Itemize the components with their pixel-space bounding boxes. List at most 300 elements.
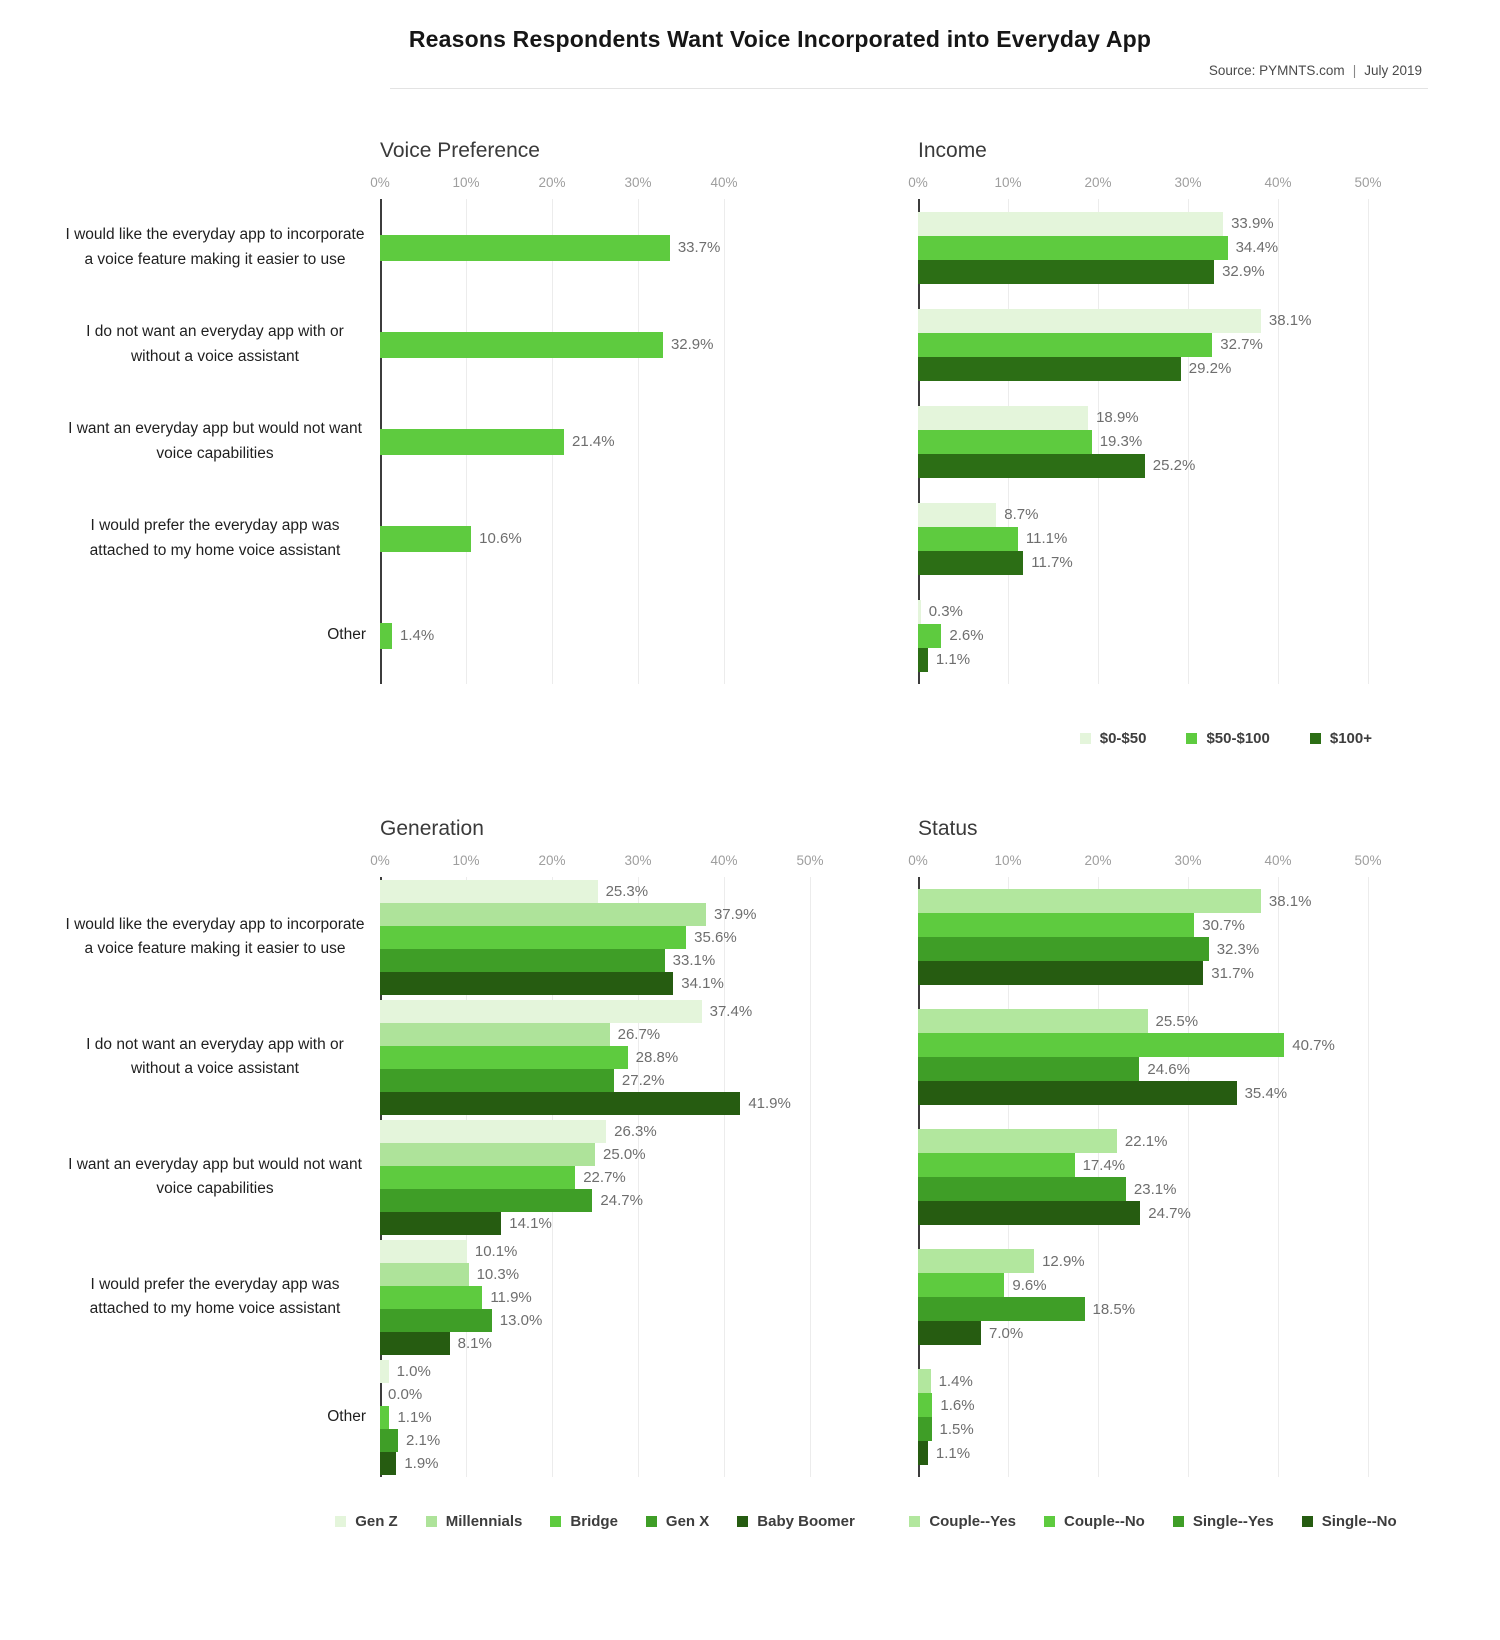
bar-row (918, 1057, 1368, 1081)
bar-row (918, 527, 1368, 551)
bar-group (380, 490, 810, 587)
bar (380, 949, 665, 972)
bar-value-label: 0.0% (388, 1385, 423, 1403)
bar-row (380, 1406, 810, 1429)
tick-label: 0% (908, 853, 928, 868)
legend-item (550, 1513, 618, 1530)
axis-ticks (908, 175, 1382, 199)
category-label: I would prefer the everyday app was attached to my home voice assistant (89, 517, 341, 559)
status-cell (908, 817, 1388, 1477)
bar-row (918, 1081, 1368, 1105)
bar (380, 1406, 389, 1429)
bar-row (380, 429, 810, 455)
bar-value-label: 38.1% (1268, 312, 1312, 329)
bar-row (380, 1360, 810, 1383)
bar-row (918, 309, 1368, 333)
bar (380, 926, 686, 949)
bar-value-label: 2.6% (949, 627, 984, 644)
bar-row (918, 260, 1368, 284)
bar-row (380, 972, 810, 995)
legend-label: Gen Z (355, 1513, 398, 1530)
category-label: I want an everyday app but would not want voice capabilities (68, 1155, 362, 1197)
bar-value-label: 32.7% (1220, 336, 1263, 353)
bar (380, 1263, 469, 1286)
category-labels-column (60, 817, 380, 1477)
chart-title: Status (918, 817, 978, 840)
bar (380, 623, 392, 649)
bar (918, 454, 1145, 478)
bar (918, 1129, 1117, 1153)
bar (380, 1046, 628, 1069)
bar-value-label: 11.1% (1025, 530, 1068, 547)
column-spacer (810, 817, 918, 1477)
legend-label: Millennials (445, 1513, 523, 1530)
bar-group (380, 199, 810, 296)
income-cell (908, 139, 1388, 684)
bar-value-label: 8.7% (1004, 506, 1039, 523)
plot-column (370, 817, 824, 1477)
bar (918, 1057, 1139, 1081)
source-note (60, 63, 1500, 78)
bar-group (918, 1237, 1368, 1357)
tick-label: 0% (370, 175, 390, 190)
bar-row (380, 903, 810, 926)
legend-item (1173, 1513, 1274, 1530)
gridline (1368, 877, 1369, 1477)
plot-column (908, 817, 1382, 1477)
bar-group (380, 1237, 810, 1357)
bar-row (918, 212, 1368, 236)
labels-spacer (60, 139, 366, 199)
bar-value-label: 11.9% (490, 1288, 532, 1306)
bar-value-label: 19.3% (1099, 433, 1143, 450)
bar (380, 1429, 398, 1452)
category-label-row (60, 1237, 366, 1357)
bar-row (918, 503, 1368, 527)
chart-title: Generation (380, 817, 484, 840)
top-charts-row (60, 139, 1500, 684)
bar-value-label: 18.5% (1092, 1300, 1136, 1318)
bar-row (380, 1092, 810, 1115)
tick-label: 50% (1354, 175, 1382, 190)
bar-row (918, 1441, 1368, 1465)
plot-area (918, 199, 1368, 684)
bar (918, 357, 1181, 381)
bar-value-label: 26.7% (617, 1025, 661, 1043)
category-label: Other (327, 626, 366, 644)
bar (918, 889, 1261, 913)
tick-label: 10% (994, 175, 1022, 190)
bar-value-label: 1.1% (935, 1444, 971, 1462)
category-label: I would like the everyday app to incorporate a voice feature making it easier to use (65, 915, 365, 957)
bar-row (918, 1201, 1368, 1225)
bar-row (918, 1393, 1368, 1417)
bar (380, 1092, 740, 1115)
legend-swatch (1186, 733, 1197, 744)
bar-row (380, 1189, 810, 1212)
category-label-row (60, 393, 366, 490)
bar (380, 526, 471, 552)
bottom-legends-row (60, 1513, 1500, 1530)
gridline (810, 877, 811, 1477)
bar-group (918, 877, 1368, 997)
bar (918, 309, 1261, 333)
tick-label: 10% (452, 175, 480, 190)
bar-row (918, 624, 1368, 648)
bar-group (918, 1357, 1368, 1477)
tick-label: 10% (994, 853, 1022, 868)
category-label-row (60, 490, 366, 587)
bar (380, 1240, 467, 1263)
bar-value-label: 37.4% (709, 1002, 753, 1020)
legend-swatch (1302, 1516, 1313, 1527)
tick-label: 20% (538, 853, 566, 868)
bar-value-label: 33.7% (677, 239, 721, 256)
bar-group (380, 1357, 810, 1477)
tick-label: 20% (1084, 175, 1112, 190)
legend-item (737, 1513, 855, 1530)
bar-row (918, 913, 1368, 937)
chart-status (908, 817, 1388, 1477)
bar-row (918, 454, 1368, 478)
bar (380, 235, 670, 261)
bar-row (918, 1369, 1368, 1393)
bar-row (918, 889, 1368, 913)
bar (380, 1452, 396, 1475)
bar (918, 527, 1018, 551)
bar-row (918, 1417, 1368, 1441)
bar-value-label: 17.4% (1082, 1156, 1126, 1174)
tick-label: 10% (452, 853, 480, 868)
income-legend-row (60, 730, 1500, 747)
bar-value-label: 13.0% (499, 1311, 543, 1329)
bar (918, 1177, 1126, 1201)
bar-row (380, 235, 810, 261)
legend-label: Bridge (570, 1513, 618, 1530)
bar (918, 551, 1023, 575)
bar-row (380, 1120, 810, 1143)
bar-value-label: 32.9% (670, 336, 714, 353)
bar-value-label: 40.7% (1292, 1036, 1335, 1054)
bar-group (380, 296, 810, 393)
bar-value-label: 22.1% (1124, 1132, 1168, 1150)
legend-label: Gen X (665, 1513, 710, 1530)
bar-value-label: 11.7% (1031, 554, 1073, 571)
chart-title: Income (918, 139, 987, 162)
bar (918, 260, 1214, 284)
bar-row (918, 406, 1368, 430)
bar-value-label: 38.1% (1268, 892, 1312, 910)
legend-label: Couple--No (1064, 1513, 1145, 1530)
bar (918, 937, 1209, 961)
bar-row (380, 1212, 810, 1235)
bar-row (918, 600, 1368, 624)
bar-row (380, 1000, 810, 1023)
bar-row (380, 1309, 810, 1332)
legend-swatch (1310, 733, 1321, 744)
bar-row (380, 1069, 810, 1092)
bar-value-label: 33.9% (1231, 215, 1274, 232)
bar (380, 1000, 702, 1023)
legend-label: Single--No (1321, 1513, 1397, 1530)
bar-value-label: 32.3% (1216, 940, 1260, 958)
bar-group (918, 296, 1368, 393)
bar (918, 333, 1212, 357)
tick-label: 50% (796, 853, 824, 868)
bar-value-label: 0.3% (928, 603, 963, 620)
bar-value-label: 24.7% (1148, 1204, 1191, 1222)
legend-swatch (1044, 1516, 1055, 1527)
bar (918, 1153, 1075, 1177)
bar (918, 1081, 1237, 1105)
category-label: I do not want an everyday app with or without a voice assistant (86, 1035, 344, 1077)
bar-value-label: 1.6% (940, 1396, 975, 1414)
bar-row (918, 1009, 1368, 1033)
legend-status (909, 1513, 1396, 1530)
bar-value-label: 29.2% (1188, 360, 1232, 377)
bar (380, 1143, 595, 1166)
bar-row (918, 1297, 1368, 1321)
tick-label: 50% (1354, 853, 1382, 868)
bar-group (918, 393, 1368, 490)
bar-value-label: 28.8% (635, 1048, 679, 1066)
labels-spacer (60, 817, 366, 877)
bar-row (380, 1240, 810, 1263)
bar-value-label: 1.1% (935, 651, 971, 668)
bar (380, 972, 673, 995)
bar-value-label: 25.0% (603, 1145, 646, 1163)
bar (380, 1309, 492, 1332)
status-legend-cell (918, 1513, 1397, 1530)
legend-income (1080, 730, 1372, 747)
bar-group (918, 587, 1368, 684)
category-label-row (60, 199, 366, 296)
chart-generation (60, 817, 824, 1477)
bar-row (380, 880, 810, 903)
category-label-row (60, 1357, 366, 1477)
bar (918, 961, 1203, 985)
legend-label: Couple--Yes (929, 1513, 1016, 1530)
legend-swatch (1080, 733, 1091, 744)
bar-group (918, 490, 1368, 587)
legend-item (1302, 1513, 1397, 1530)
chart-voice-preference (60, 139, 810, 684)
plot-column (370, 139, 810, 684)
category-label-row (60, 296, 366, 393)
category-label-row (60, 1117, 366, 1237)
bar-row (380, 1452, 810, 1475)
bar (918, 1249, 1034, 1273)
chart-title: Voice Preference (380, 139, 540, 162)
bar-value-label: 14.1% (509, 1214, 552, 1232)
axis-ticks (370, 853, 824, 877)
bar-row (380, 926, 810, 949)
category-label-row (60, 587, 366, 684)
bar-row (918, 648, 1368, 672)
generation-cell (60, 817, 824, 1477)
category-label: I would prefer the everyday app was attached to my home voice assistant (89, 1275, 341, 1317)
bar-value-label: 23.1% (1133, 1180, 1177, 1198)
legend-swatch (1173, 1516, 1184, 1527)
legend-label: $0-$50 (1099, 730, 1147, 747)
legend-generation (335, 1513, 855, 1530)
bar-row (380, 623, 810, 649)
bar-value-label: 9.6% (1012, 1276, 1047, 1294)
bar-row (380, 1046, 810, 1069)
bar-value-label: 26.3% (614, 1122, 657, 1140)
bar-row (918, 236, 1368, 260)
category-label: I do not want an everyday app with or without a voice assistant (86, 323, 344, 365)
bar-value-label: 30.7% (1202, 916, 1245, 934)
bar-row (380, 1143, 810, 1166)
bar (918, 1417, 932, 1441)
bar (380, 1189, 592, 1212)
bar-row (918, 1153, 1368, 1177)
tick-label: 30% (1174, 175, 1202, 190)
tick-label: 30% (624, 853, 652, 868)
bar-value-label: 41.9% (748, 1094, 791, 1112)
bar-value-label: 37.9% (713, 905, 757, 923)
tick-label: 40% (1264, 853, 1292, 868)
bar-row (380, 1332, 810, 1355)
bar-row (918, 1273, 1368, 1297)
source-date: July 2019 (1364, 63, 1422, 78)
bar (918, 212, 1223, 236)
bar (918, 503, 996, 527)
legend-swatch (335, 1516, 346, 1527)
bar-value-label: 35.4% (1244, 1084, 1288, 1102)
bar-value-label: 21.4% (572, 433, 615, 450)
bar-row (380, 1286, 810, 1309)
bar-group (380, 997, 810, 1117)
bar-group (380, 1117, 810, 1237)
bar-value-label: 34.1% (681, 974, 724, 992)
bar (918, 430, 1092, 454)
bar-value-label: 24.7% (600, 1191, 643, 1209)
bar-row (918, 1321, 1368, 1345)
legend-label: $50-$100 (1206, 730, 1270, 747)
plot-area (380, 199, 810, 684)
bar-value-label: 1.9% (404, 1454, 439, 1472)
bar-row (918, 1177, 1368, 1201)
bar-value-label: 35.6% (694, 928, 737, 946)
bar (380, 1286, 482, 1309)
bar-value-label: 1.0% (396, 1362, 431, 1380)
bar-row (918, 551, 1368, 575)
plot-area (380, 877, 810, 1477)
bar (918, 1297, 1085, 1321)
bar-value-label: 22.7% (583, 1168, 626, 1186)
bar (380, 880, 598, 903)
bar-row (380, 1263, 810, 1286)
bar (918, 648, 928, 672)
category-labels-column (60, 139, 380, 684)
bar (918, 600, 921, 624)
bar (380, 903, 706, 926)
bar-group (380, 587, 810, 684)
bar-row (918, 430, 1368, 454)
bar-row (380, 1383, 810, 1406)
legend-swatch (737, 1516, 748, 1527)
legend-item (335, 1513, 398, 1530)
bar-value-label: 10.6% (479, 530, 522, 547)
tick-label: 30% (624, 175, 652, 190)
legend-item (1310, 730, 1372, 747)
bar (918, 1033, 1284, 1057)
legend-swatch (550, 1516, 561, 1527)
bar-value-label: 34.4% (1235, 239, 1279, 256)
legend-item (909, 1513, 1016, 1530)
legend-item (1044, 1513, 1145, 1530)
bar-row (918, 1129, 1368, 1153)
source-separator: | (1352, 63, 1357, 78)
bar (918, 1441, 928, 1465)
tick-label: 20% (1084, 853, 1112, 868)
bar (380, 332, 663, 358)
page-title: Reasons Respondents Want Voice Incorporated into Everyday App (408, 26, 1152, 52)
bar-value-label: 25.2% (1152, 457, 1196, 474)
tick-label: 40% (710, 853, 738, 868)
legend-item (1186, 730, 1269, 747)
bar-group (380, 393, 810, 490)
legend-label: $100+ (1329, 730, 1372, 747)
bar-group (918, 199, 1368, 296)
bar-row (918, 961, 1368, 985)
plot-area (918, 877, 1368, 1477)
bar-value-label: 1.1% (397, 1408, 432, 1426)
bar-row (918, 333, 1368, 357)
bar-value-label: 12.9% (1042, 1252, 1085, 1270)
bar-value-label: 10.1% (474, 1242, 518, 1260)
category-label: I would like the everyday app to incorporate a voice feature making it easier to use (65, 226, 365, 268)
legend-swatch (909, 1516, 920, 1527)
bar-row (380, 1166, 810, 1189)
bar (918, 913, 1194, 937)
category-label: Other (327, 1407, 366, 1425)
bar-value-label: 1.4% (400, 627, 435, 644)
bar (380, 1332, 450, 1355)
tick-label: 0% (370, 853, 390, 868)
bar-row (380, 1429, 810, 1452)
tick-label: 30% (1174, 853, 1202, 868)
tick-label: 20% (538, 175, 566, 190)
bar (918, 1201, 1140, 1225)
bar-value-label: 7.0% (989, 1324, 1024, 1342)
source-label: Source: PYMNTS.com (1208, 63, 1345, 78)
axis-ticks (908, 853, 1382, 877)
bar (918, 236, 1228, 260)
bar (380, 1023, 610, 1046)
bar-group (918, 1117, 1368, 1237)
category-label-row (60, 997, 366, 1117)
bar (380, 1120, 606, 1143)
tick-label: 40% (1264, 175, 1292, 190)
bar-row (380, 332, 810, 358)
bar-row (918, 1249, 1368, 1273)
bar-row (380, 1023, 810, 1046)
bar (918, 1009, 1148, 1033)
bar-value-label: 33.1% (672, 951, 716, 969)
column-spacer (810, 139, 918, 684)
bar (918, 1393, 932, 1417)
category-label-row (60, 877, 366, 997)
generation-legend-cell (355, 1513, 855, 1530)
bar-group (380, 877, 810, 997)
bar-value-label: 1.4% (938, 1372, 973, 1390)
voice-preference-cell (60, 139, 810, 684)
bar-row (918, 357, 1368, 381)
legend-item (426, 1513, 523, 1530)
